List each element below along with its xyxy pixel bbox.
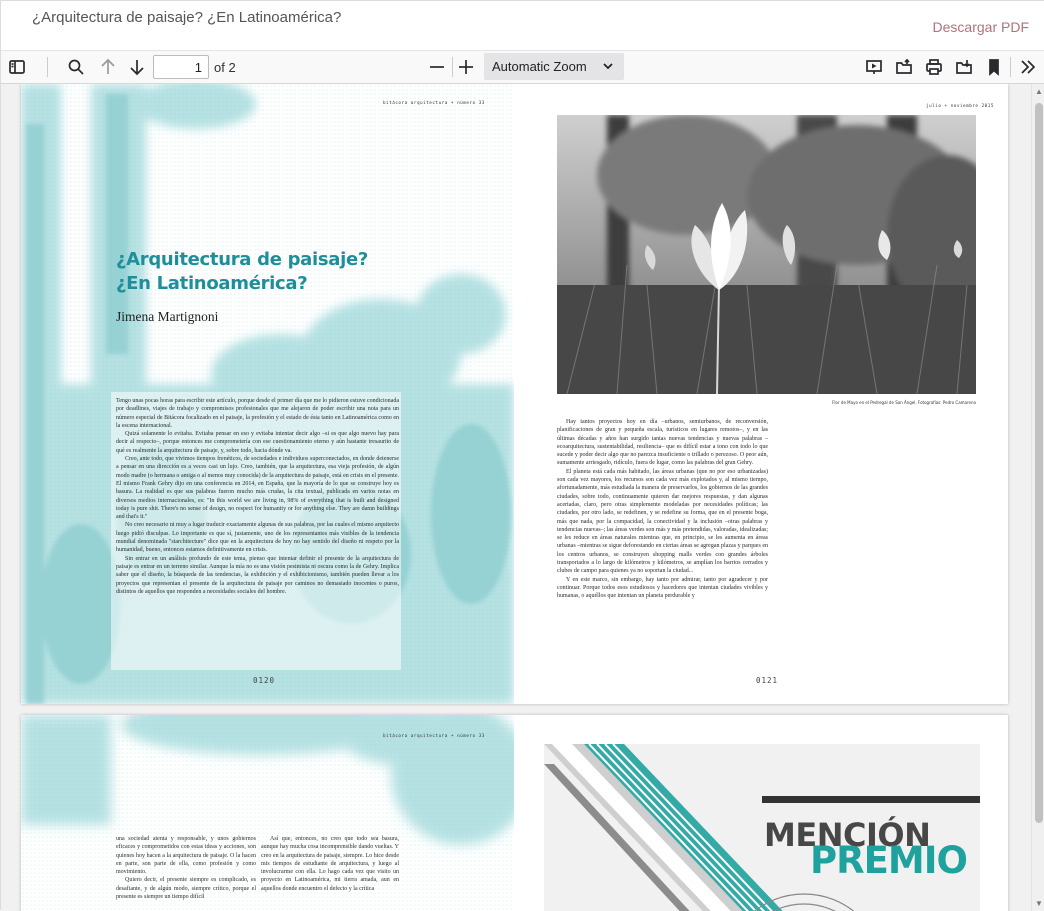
search-icon: [67, 58, 85, 76]
document-title: ¿Arquitectura de paisaje? ¿En Latinoamérica?: [32, 9, 342, 26]
zoom-select-value: Automatic Zoom: [492, 59, 587, 74]
presentation-icon: [865, 58, 883, 76]
tools-menu-button[interactable]: [1015, 55, 1041, 79]
paragraph: Sin entrar en un análisis profundo de este tema, pienso que intentar definir el presente de la arquitectura de paisaje es entrar en un terreno similar. Aunque la mía no es una visión pesimista ni oscura como la de Gehry. Implica saber que el diseño, la búsqueda de las tendencias, la exhibición y el exhibicionismo, también pueden llevar a los proyectos que representan el presente de la arquitectura de paisaje por caminos no demasiado inocentes o puros, distintos de aquellos que responden a necesidades sociales del hombre.: [116, 555, 399, 595]
scroll-up-arrow[interactable]: ▲: [1035, 87, 1043, 96]
paragraph: una sociedad atenta y responsable, y unos gobiernos eficaces y comprometidos con estas ideas y acciones, son quienes hoy hacen a la arquitectura de paisaje. O la hacen en parte, son parte de ella, como profesión y como movimiento.: [116, 836, 256, 876]
page2-column-1: [116, 835, 256, 901]
vertical-scrollbar[interactable]: [1031, 84, 1044, 911]
presentation-mode-button[interactable]: [861, 55, 887, 79]
next-page-button[interactable]: [124, 55, 150, 79]
pdf-page-1: [21, 84, 1008, 704]
arrow-up-icon: [99, 58, 117, 76]
download-icon: [955, 58, 973, 76]
zoom-select[interactable]: [484, 53, 624, 80]
award-mencion-text: MENCIÓN: [764, 816, 931, 854]
page-number-right: 0121: [756, 676, 779, 685]
sidebar-toggle-icon: [8, 58, 26, 76]
print-icon: [925, 58, 943, 76]
page-number-input[interactable]: [153, 55, 209, 79]
article-title: [116, 248, 368, 296]
double-chevron-right-icon: [1019, 58, 1037, 76]
sidebar-toggle-button[interactable]: [4, 55, 30, 79]
paragraph: Quizá solamente lo evitaba. Evitaba pensar en eso y evitaba intentar decir algo –si es que algo nuevo hay para decir al respecto–, porque entonces me comprometería con ese cuestionamiento eterno y aún bastante tresaurito de qué es realmente la arquitectura de paisaje, y, sobre todo, hacia dónde va.: [116, 431, 399, 454]
article-author: Jimena Martignoni: [116, 309, 219, 324]
find-button[interactable]: [63, 55, 89, 79]
plus-icon: [457, 58, 475, 76]
paragraph: Creo, ante todo, que vivimos tiempos frenéticos, de sociedades e individuos superconectados, en donde detenerse a pensar en una dirección es a veces casi un lujo. Creo, también, que la arquitectura, esa vieja profesión, de algún modo madre (o hermana o amiga o al menos muy conocida) de la arquitectura de paisaje, está en crisis en el presente. El mismo Frank Gehry dijo en una conferencia en 2014, en España, que la mayoría de lo que se construye hoy es basura. La realidad es que sus palabras fueron mucho más crudas, la cita textual, publicada en varios notas en diversos medios internacionales, es: "In this world we are living in, 98% of everything that is built and designed today is pure shit. There's no sense of design, no respect for humanity or for anything else. They are damn buildings and that's it.": [116, 456, 399, 521]
pdf-page-2: [21, 715, 1008, 911]
paragraph: Tengo unas pocas horas para escribir este artículo, porque desde el primer día que me lo pidieron estuve condicionada por deadlines, viajes de trabajo y compromisos profesionales que me alejaron de poder escribir una nota para un número especial de Bitácora focalizado en el paisaje, la profesión y el estado de ésta tanto en Latinoamérica como en la escena internacional.: [116, 398, 399, 429]
page-count-label: of 2: [214, 60, 236, 75]
zoom-out-button[interactable]: [424, 55, 450, 79]
paragraph: Quiero decir, el presente siempre es complicado, es desafiante, y de algún modo, siempre crítico, porque el presente es siempre un tiempo difícil: [116, 877, 256, 901]
paragraph: No creo necesario ni muy a lugar traducir exactamente algunas de sus palabras, por las cuales el mismo arquitecto luego pidió disculpas. Lo importante es que sí, justamente, uno de los representantes más visibles de la tendencia mundial denominada "starchitecture" dice que en la arquitectura de hoy no hay sentido del diseño ni respeto por la humanidad, bueno, entonces estamos definitivamente en crisis.: [116, 522, 399, 554]
running-head-right: julio + noviembre 2015: [926, 104, 994, 109]
scrollbar-thumb[interactable]: [1035, 103, 1043, 823]
bookmark-button[interactable]: [981, 55, 1007, 79]
photo-caption: Flor de Mayo en el Pedregal de San Ángel. Fotografías: Pedro Camarena: [832, 400, 976, 405]
flower-photograph: [557, 115, 976, 394]
award-graphic: [544, 744, 980, 911]
running-head-left: bitácora arquitectura + número 33: [383, 734, 485, 739]
document-viewport[interactable]: [1, 84, 1031, 911]
page2-column-2: [261, 835, 399, 893]
open-file-button[interactable]: [891, 55, 917, 79]
zoom-in-button[interactable]: [453, 55, 479, 79]
article-title-line-1: ¿Arquitectura de paisaje?: [116, 249, 369, 270]
scroll-down-arrow[interactable]: ▼: [1035, 899, 1043, 908]
print-button[interactable]: [921, 55, 947, 79]
running-head-left: bitácora arquitectura + número 33: [383, 101, 485, 106]
award-bar: [762, 796, 980, 803]
download-button[interactable]: [951, 55, 977, 79]
previous-page-button[interactable]: [95, 55, 121, 79]
download-pdf-link[interactable]: Descargar PDF: [932, 19, 1029, 35]
right-page-body: [557, 418, 768, 601]
article-title-line-2: ¿En Latinoamérica?: [116, 273, 308, 294]
award-premio-text: PREMIO: [810, 839, 967, 882]
page-number-left: 0120: [253, 676, 276, 685]
arrow-down-icon: [128, 58, 146, 76]
paragraph: Así que, entonces, no creo que todo sea basura, aunque hay mucha cosa incomprensible dando vueltas. Y creo en la arquitectura de paisaje, siempre. Lo hice desde mis tiempos de estudiante de arquitectura, y luego al involucrarme con ella. Lo hago cada vez que visito un proyecto en Latinoamérica, mi tierra amada, aun en aquellos donde encuentro el defecto y la crítica: [261, 836, 399, 892]
paragraph: Y en este marco, sin embargo, hay tanto por admirar, tanto por agradecer y por continuar. Porque todos esos estudiosos y hacedores que intentan ciudades vivibles y humanas, o aquéllos que intentan un planeta perdurable y: [557, 576, 768, 600]
minus-icon: [428, 58, 446, 76]
open-file-icon: [895, 58, 913, 76]
paragraph: Hay tantos proyectos hoy en día –urbanos, semiurbanos, de reconversión, planificaciones de gran y pequeña escala, turísticos en lugares remotos–, y en las últimas décadas y años han surgido tantas nuevas tendencias y nuevas palabras –ecoarquitectura, sustentabilidad, resiliencia– que es difícil estar a tono con todo lo que sucede y poder decir algo que no parezca insuficiente o trillado o perezoso. O peor aún, sumamente arriesgado, ridículo, fuera de lugar, como las palabras del gran Gehry.: [557, 419, 768, 467]
left-page-body: [116, 397, 399, 596]
paragraph: El planeta está cada más habitado, las áreas urbanas (que no por eso urbanizadas) son cada vez mayores, los recursos son cada vez más explotados y, al mismo tiempo, afortunadamente, más estudiada la manera de preservarlos, los gobiernos de las grandes ciudades, sobre todo, continuamente quieren dar mejores respuestas, y dan algunas acertadas, claro, pero otras simplemente modeladas por necesidades políticas; las ciudades, por otro lado, se redefinen, y se redefine su forma, que en el presente boga, más que nada, por la compacidad, la conectividad y la inclusión –otras palabras y tendencias nuevas–; las áreas verdes son más y más pretendidas, valoradas, idealizadas; se les reduce en áreas naturales mientras que, en principio, se les aumenta en áreas urbanas –mientras se sigue deforestando en ciertas áreas se agregan plazas y parques en los centros urbanos, se consiruyen shopping malls verdes con grandes árboles transportados a lo largo de kilómetros y kilómetros, se amplían los barrios cerrados y clubes de campo para quienes ya no soportan la ciudad...: [557, 468, 768, 575]
watercolor-background: [21, 84, 514, 704]
bookmark-icon: [985, 58, 1003, 76]
chevron-down-icon: [602, 60, 614, 72]
title-bar: [1, 1, 1044, 51]
